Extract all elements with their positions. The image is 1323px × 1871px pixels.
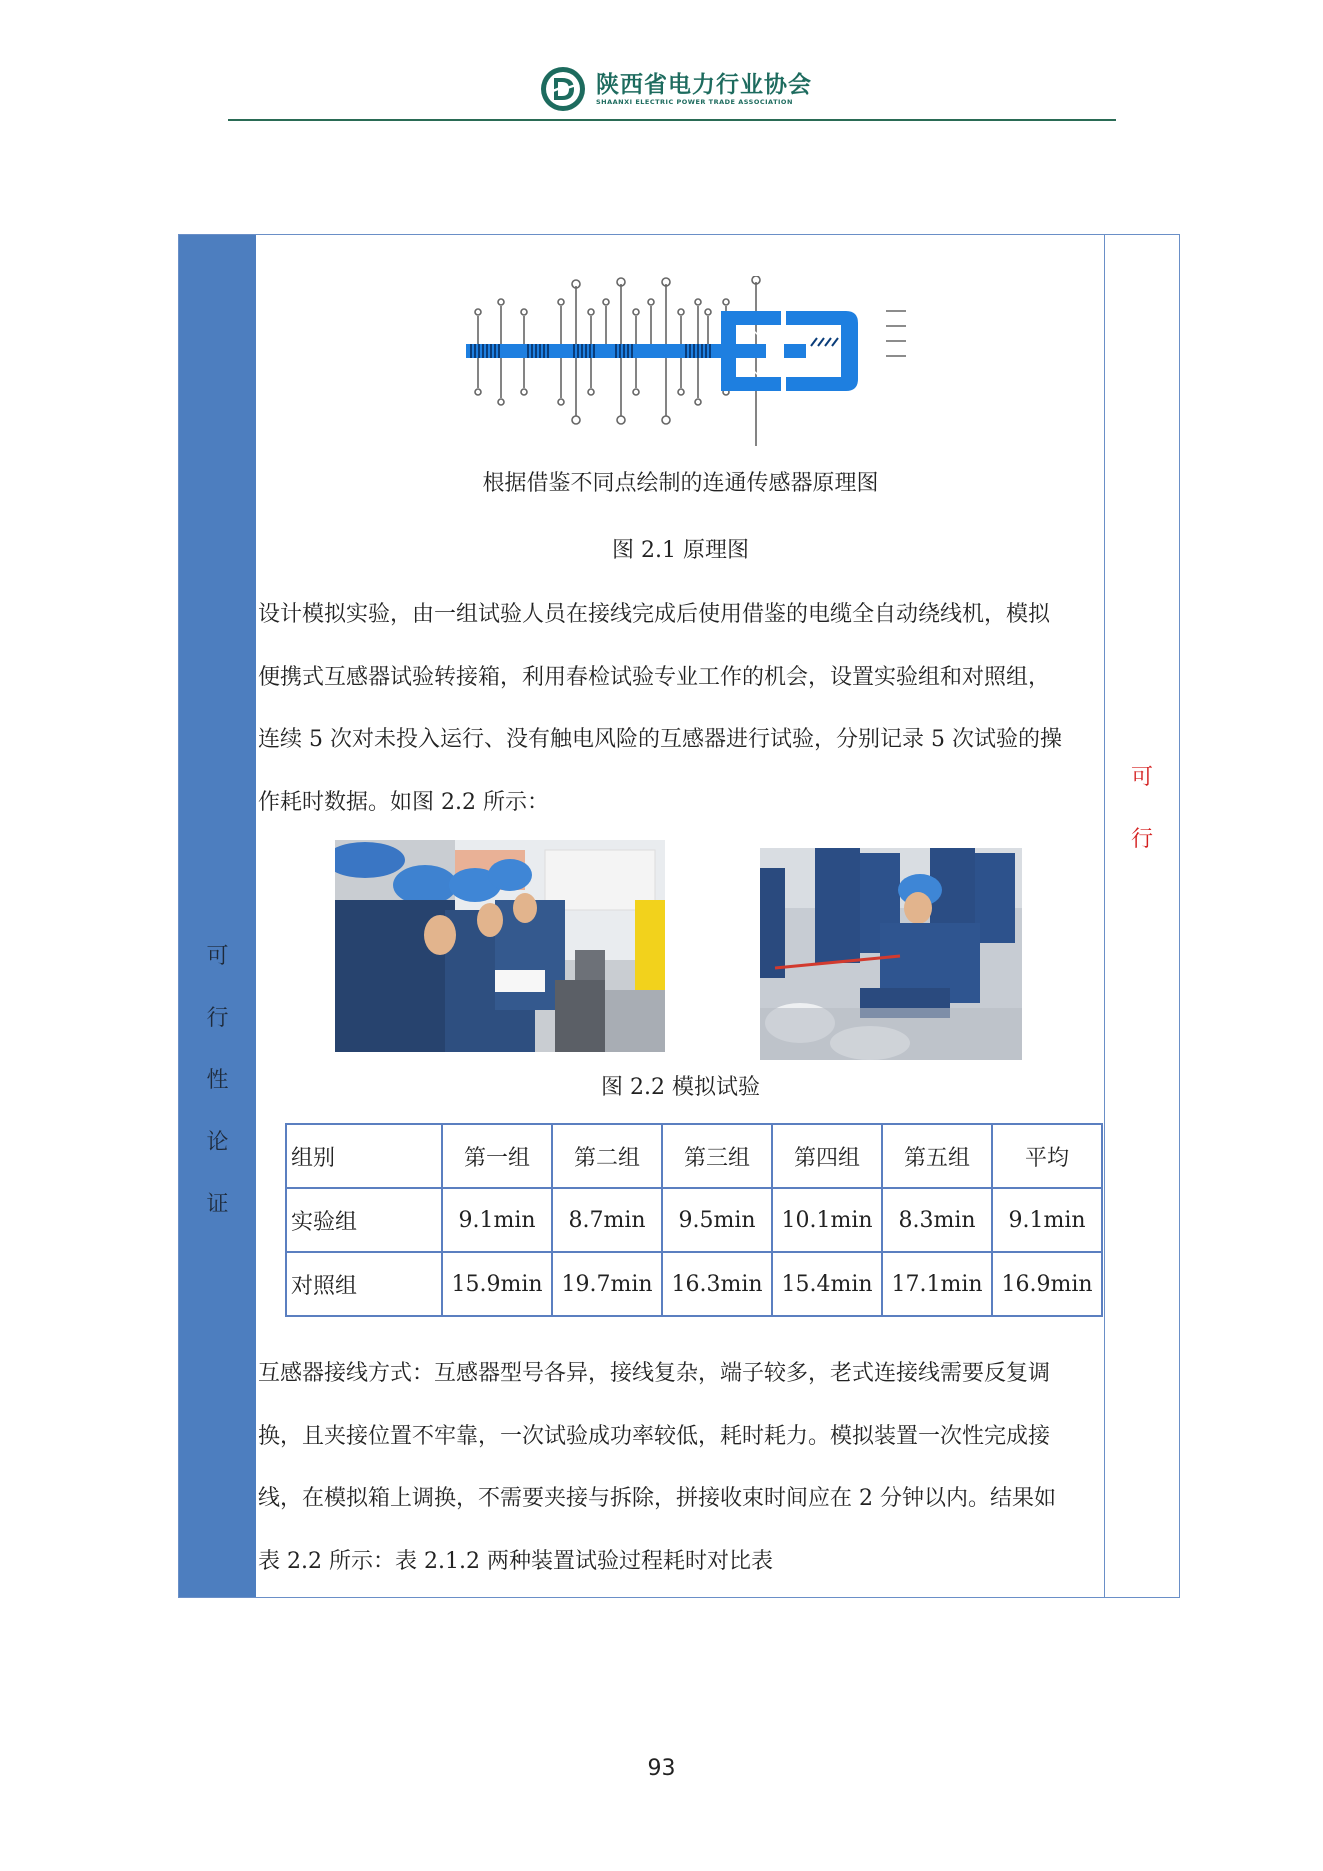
- paragraph-line: 互感器接线方式：互感器型号各异，接线复杂，端子较多，老式连接线需要反复调: [258, 1361, 1051, 1386]
- table-header-cell: 第四组: [772, 1124, 882, 1188]
- table-cell: 16.3min: [662, 1252, 772, 1316]
- table-header-cell: 第一组: [442, 1124, 552, 1188]
- left-label-char: 性: [206, 1068, 229, 1093]
- table-header-cell: 平均: [992, 1124, 1102, 1188]
- table-cell: 17.1min: [882, 1252, 992, 1316]
- table-row: [286, 1188, 1102, 1252]
- page-header: [0, 0, 1323, 125]
- association-emblem-icon: [540, 66, 586, 112]
- diagram-caption: 根据借鉴不同点绘制的连通传感器原理图: [482, 471, 879, 496]
- table-cell: 9.5min: [662, 1188, 772, 1252]
- left-label-char: 证: [206, 1192, 229, 1217]
- paragraph-line: 设计模拟实验，由一组试验人员在接线完成后使用借鉴的电缆全自动绕线机，模拟: [258, 602, 1051, 627]
- table-cell: 15.4min: [772, 1252, 882, 1316]
- paragraph-wiring-method: [258, 1343, 1103, 1593]
- simulation-test-photo-left: [335, 840, 665, 1052]
- time-comparison-table: [285, 1123, 1103, 1317]
- table-cell: 19.7min: [552, 1252, 662, 1316]
- left-label-char: 论: [206, 1130, 229, 1155]
- table-row: [286, 1252, 1102, 1316]
- paragraph-experiment-design: [258, 584, 1103, 834]
- table-header-cell: 第五组: [882, 1124, 992, 1188]
- org-name-cn: 陕西省电力行业协会: [596, 72, 812, 98]
- table-cell: 10.1min: [772, 1188, 882, 1252]
- sensor-principle-diagram: [466, 276, 906, 446]
- table-cell: 对照组: [286, 1252, 442, 1316]
- header-divider: [228, 119, 1116, 121]
- table-cell: 9.1min: [992, 1188, 1102, 1252]
- right-label-char: 行: [1130, 827, 1153, 852]
- table-cell: 15.9min: [442, 1252, 552, 1316]
- association-logo: [540, 66, 812, 112]
- paragraph-line: 线，在模拟箱上调换，不需要夹接与拆除，拼接收束时间应在 2 分钟以内。结果如: [258, 1486, 1056, 1511]
- figure-2-1-caption: 图 2.1 原理图: [612, 538, 749, 563]
- table-cell: 实验组: [286, 1188, 442, 1252]
- paragraph-line: 换，且夹接位置不牢靠，一次试验成功率较低，耗时耗力。模拟装置一次性完成接: [258, 1423, 1051, 1449]
- page-number: 93: [647, 1756, 676, 1781]
- paragraph-line: 连续 5 次对未投入运行、没有触电风险的互感器进行试验，分别记录 5 次试验的操: [258, 727, 1062, 752]
- table-cell: 9.1min: [442, 1188, 552, 1252]
- table-cell: 8.3min: [882, 1188, 992, 1252]
- table-header-cell: 第二组: [552, 1124, 662, 1188]
- left-label-char: 可: [206, 944, 229, 969]
- right-label-char: 可: [1130, 765, 1153, 790]
- table-header-cell: 组别: [286, 1124, 442, 1188]
- table-cell: 16.9min: [992, 1252, 1102, 1316]
- left-label-char: 行: [206, 1006, 229, 1031]
- simulation-test-photo-right: [760, 848, 1022, 1060]
- paragraph-line: 便携式互感器试验转接箱，利用春检试验专业工作的机会，设置实验组和对照组，: [258, 664, 1051, 690]
- paragraph-line: 作耗时数据。如图 2.2 所示：: [258, 789, 549, 815]
- left-category-column: [179, 235, 256, 1597]
- right-column-divider: [1104, 235, 1105, 1597]
- paragraph-line: 表 2.2 所示：表 2.1.2 两种装置试验过程耗时对比表: [258, 1548, 773, 1574]
- table-cell: 8.7min: [552, 1188, 662, 1252]
- table-header-cell: 第三组: [662, 1124, 772, 1188]
- figure-2-2-caption: 图 2.2 模拟试验: [601, 1075, 760, 1100]
- org-name-en: SHAANXI ELECTRIC POWER TRADE ASSOCIATION: [596, 98, 793, 106]
- table-header-row: [286, 1124, 1102, 1188]
